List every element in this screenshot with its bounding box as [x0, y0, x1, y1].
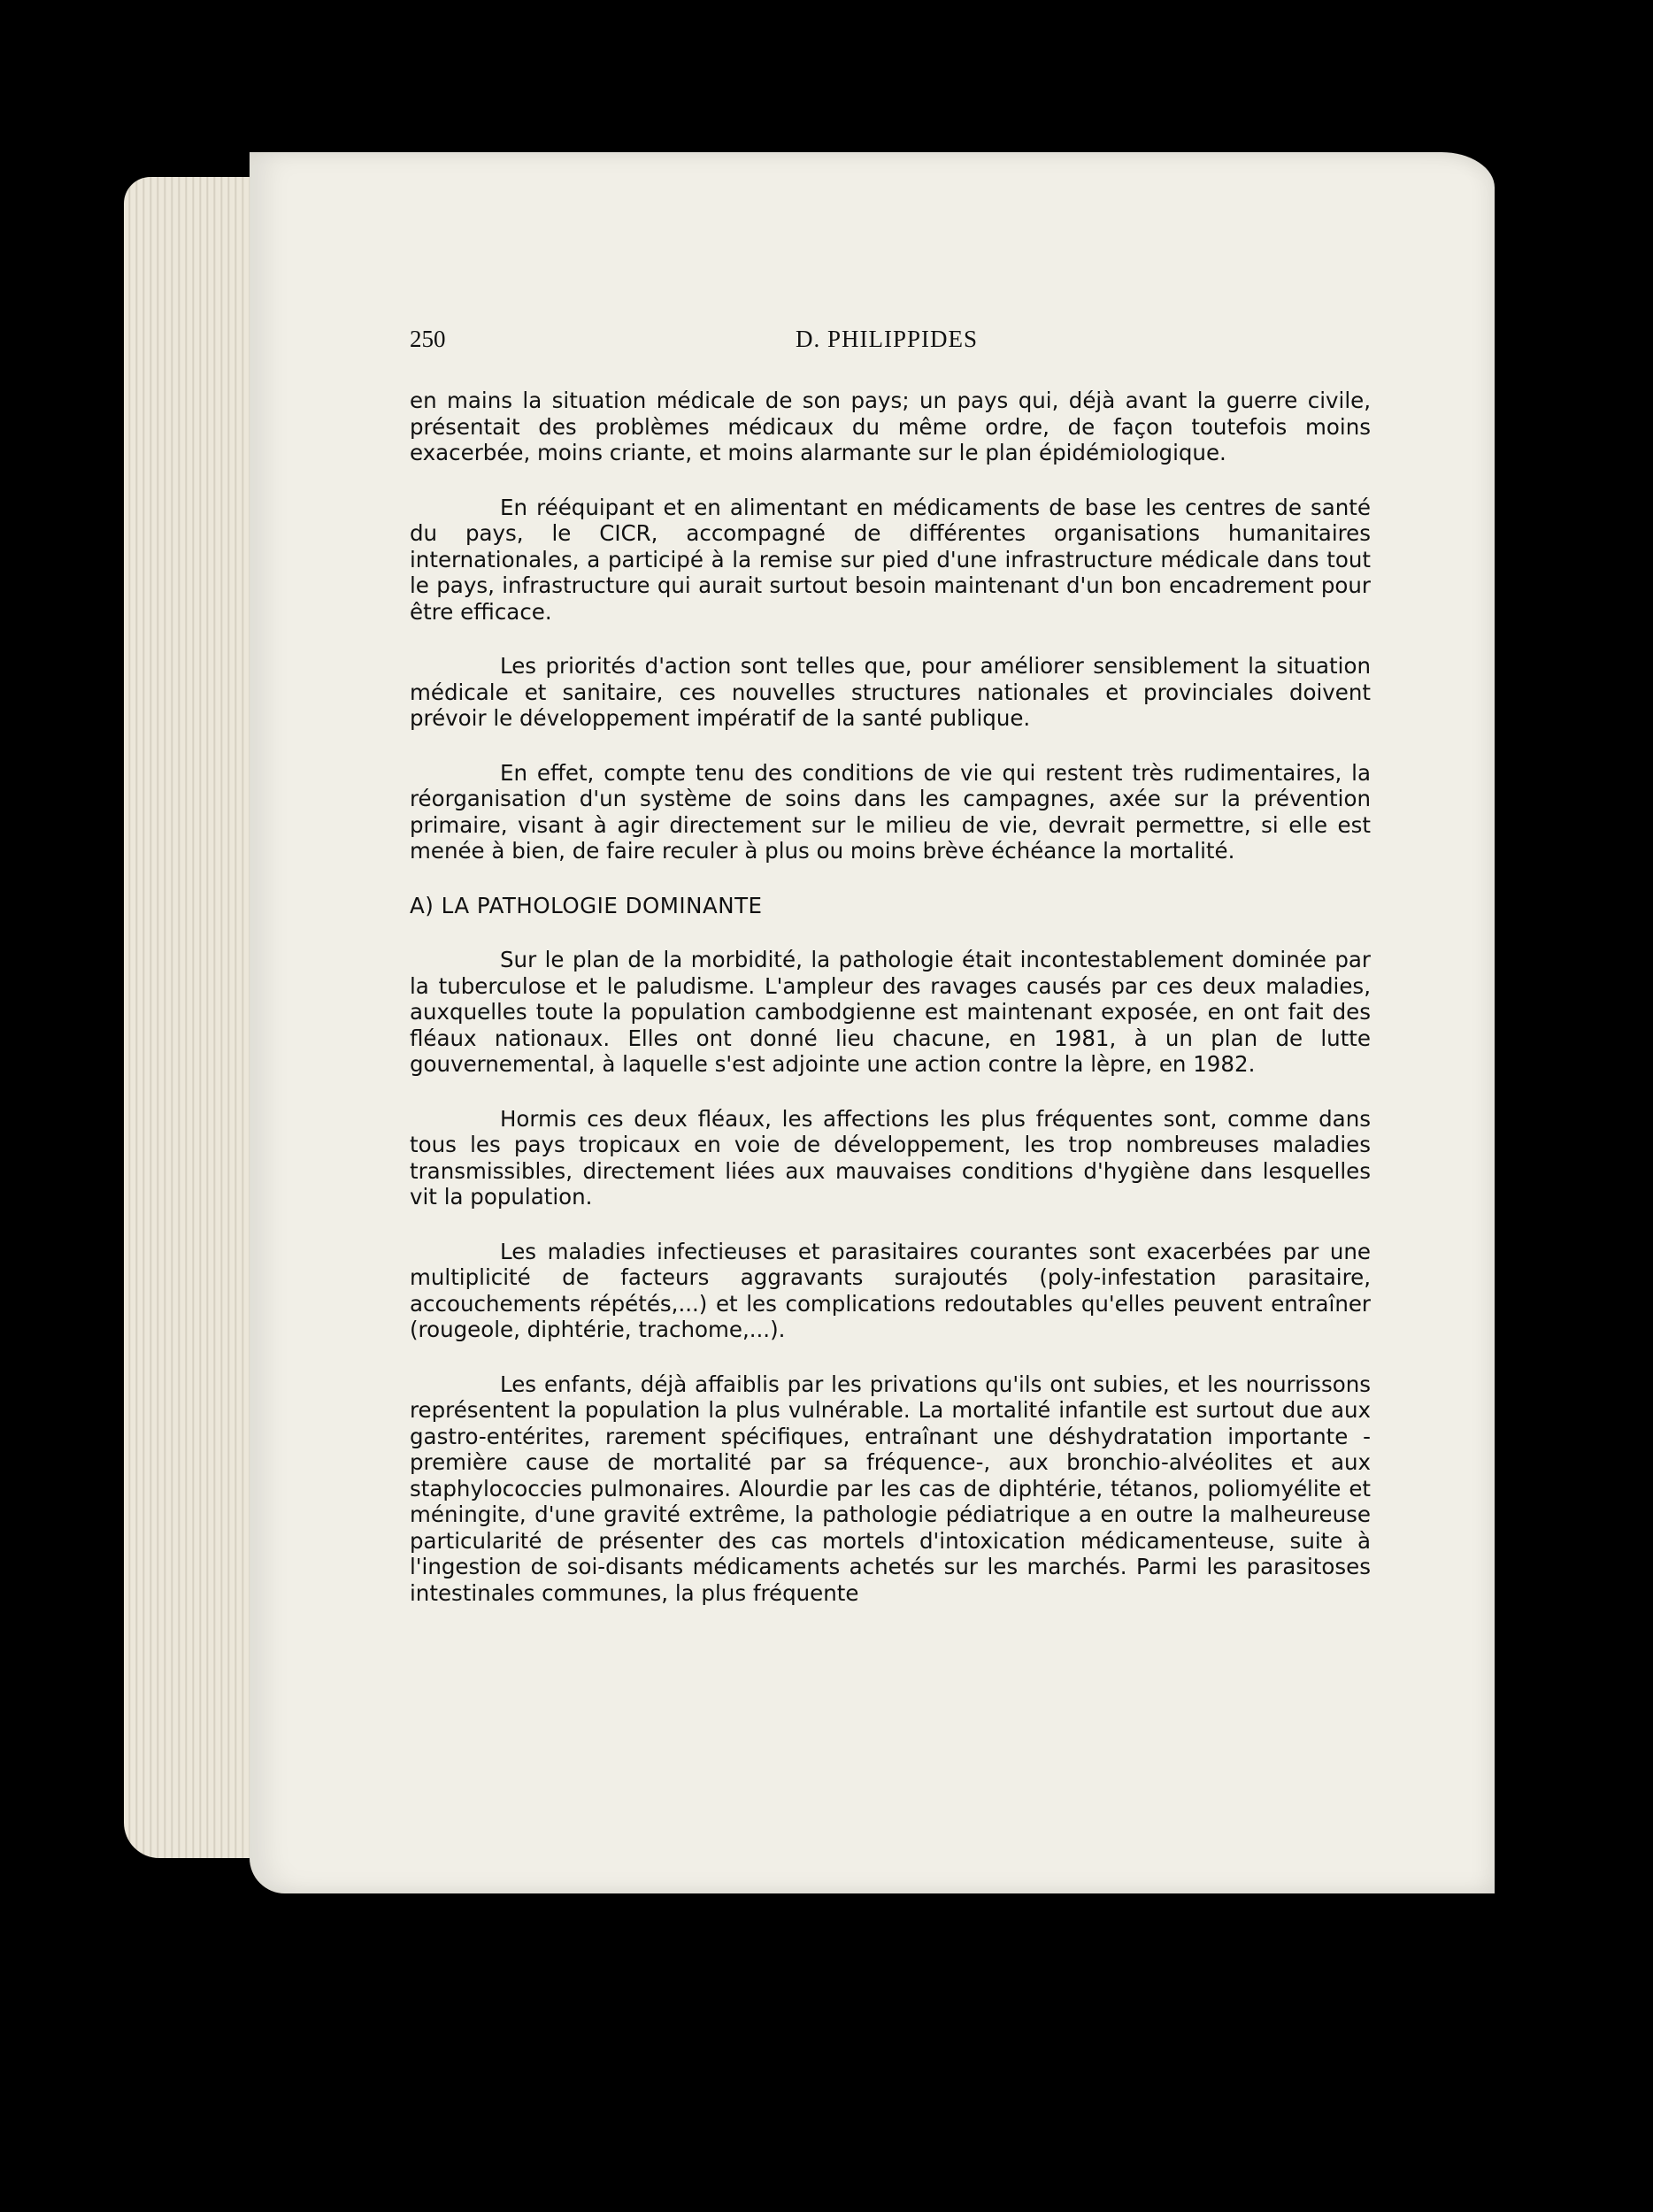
- page-header: [410, 326, 1371, 357]
- paragraph: Sur le plan de la morbidité, la pathologie était incontestablement dominée par la tuberculose et le paludisme. L'ampleur des ravages causés par ces deux maladies, auxquelles toute la population cambodgienne est maintenant exposée, en ont fait des fléaux nationaux. Elles ont donné lieu chacune, en 1981, à un plan de lutte gouvernemental, à laquelle s'est adjointe une action contre la lèpre, en 1982.: [410, 947, 1371, 1077]
- paragraph: en mains la situation médicale de son pays; un pays qui, déjà avant la guerre civile, présentait des problèmes médicaux du même ordre, de façon toutefois moins exacerbée, moins criante, et moins alarmante sur le plan épidémiologique.: [410, 388, 1371, 465]
- body-text: [410, 388, 1371, 1634]
- paragraph: Les maladies infectieuses et parasitaires courantes sont exacerbées par une multiplicité de facteurs aggravants surajoutés (poly-infestation parasitaire, accouchements répétés,...) et les complications redoutables qu'elles peuvent entraîner (rougeole, diphtérie, trachome,...).: [410, 1238, 1371, 1342]
- paragraph: Hormis ces deux fléaux, les affections les plus fréquentes sont, comme dans tous les pays tropicaux en voie de développement, les trop nombreuses maladies transmissibles, directement liées aux mauvaises conditions d'hygiène dans lesquelles vit la population.: [410, 1105, 1371, 1210]
- paragraph: Les priorités d'action sont telles que, pour améliorer sensiblement la situation médicale et sanitaire, ces nouvelles structures nationales et provinciales doivent prévoir le développement impératif de la santé publique.: [410, 653, 1371, 731]
- paragraph: Les enfants, déjà affaiblis par les privations qu'ils ont subies, et les nourrissons représentent la population la plus vulnérable. La mortalité infantile est surtout due aux gastro-entérites, rarement spécifiques, entraînant une déshydratation importante -première cause de mortalité par sa fréquence-, aux bronchio-alvéolites et aux staphylococcies pulmonaires. Alourdie par les cas de diphtérie, tétanos, poliomyélite et méningite, d'une gravité extrême, la pathologie pédiatrique a en outre la malheureuse particularité de présenter des cas mortels d'intoxication médicamenteuse, suite à l'ingestion de soi-disants médicaments achetés sur les marchés. Parmi les parasitoses intestinales communes, la plus fréquente: [410, 1371, 1371, 1606]
- section-heading: A) LA PATHOLOGIE DOMINANTE: [410, 892, 763, 918]
- running-head: D. PHILIPPIDES: [796, 326, 979, 352]
- page-number: 250: [410, 326, 446, 352]
- paragraph: En effet, compte tenu des conditions de vie qui restent très rudimentaires, la réorganisation d'un système de soins dans les campagnes, axée sur la prévention primaire, visant à agir directement sur le milieu de vie, devrait permettre, si elle est menée à bien, de faire reculer à plus ou moins brève échéance la mortalité.: [410, 759, 1371, 864]
- paragraph: En rééquipant et en alimentant en médicaments de base les centres de santé du pays, le CICR, accompagné de différentes organisations humanitaires internationales, a participé à la remise sur pied d'une infrastructure médicale dans tout le pays, infrastructure qui aurait surtout besoin maintenant d'un bon encadrement pour être efficace.: [410, 494, 1371, 625]
- page-edges: [124, 177, 257, 1858]
